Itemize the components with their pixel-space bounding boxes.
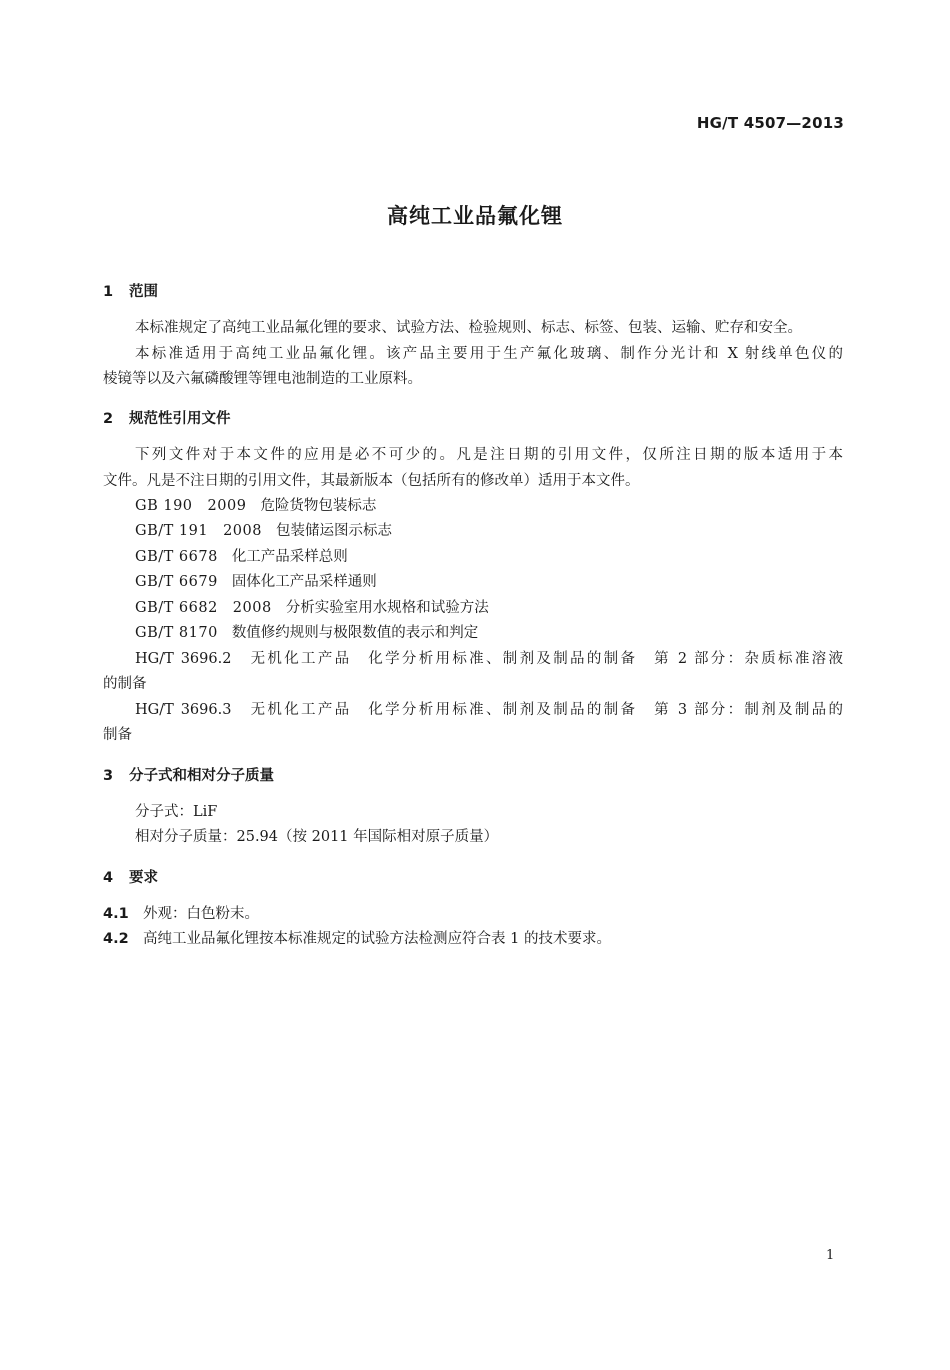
scope-paragraph-2-line-1: 本标准适用于高纯工业品氟化锂。该产品主要用于生产氟化玻璃、制作分光计和 X 射线单色仪的 xyxy=(135,346,843,362)
reference-code: GB/T 6678 xyxy=(135,549,218,565)
reference-item-line-2: 的制备 xyxy=(103,676,147,692)
reference-code: GB/T 8170 xyxy=(135,625,218,641)
clause-number: 4.2 xyxy=(103,931,129,947)
clause-text: 高纯工业品氟化锂按本标准规定的试验方法检测应符合表 1 的技术要求。 xyxy=(143,931,611,947)
reference-code: GB/T 6679 xyxy=(135,574,218,590)
section-2-heading xyxy=(103,407,231,428)
section-1-heading xyxy=(103,280,158,301)
reference-title: 危险货物包装标志 xyxy=(260,498,377,514)
reference-item-line-1: HG/T 3696.3 无机化工产品 化学分析用标准、制剂及制品的制备 第 3 部分：制剂及制品的 xyxy=(135,702,843,718)
section-title: 规范性引用文件 xyxy=(129,411,231,427)
section-number: 1 xyxy=(103,284,114,300)
reference-title: 化工产品采样总则 xyxy=(231,549,348,565)
section-title: 范围 xyxy=(129,284,158,300)
reference-item xyxy=(135,547,348,567)
reference-title: 固体化工产品采样通则 xyxy=(231,574,377,590)
reference-title: 数值修约规则与极限数值的表示和判定 xyxy=(231,625,479,641)
reference-item xyxy=(135,496,376,516)
reference-code: GB/T 191 2008 xyxy=(135,523,262,539)
section-title: 分子式和相对分子质量 xyxy=(129,768,274,784)
clause-number: 4.1 xyxy=(103,906,129,922)
section-number: 4 xyxy=(103,870,114,886)
reference-title: 分析实验室用水规格和试验方法 xyxy=(285,600,489,616)
scope-paragraph-2-line-2: 棱镜等以及六氟磷酸锂等锂电池制造的工业原料。 xyxy=(103,371,422,387)
reference-item xyxy=(135,572,377,592)
reference-code: GB 190 2009 xyxy=(135,498,247,514)
references-intro-line-1: 下列文件对于本文件的应用是必不可少的。凡是注日期的引用文件，仅所注日期的版本适用于本 xyxy=(135,447,843,463)
section-4-heading xyxy=(103,866,158,887)
standard-code: HG/T 4507—2013 xyxy=(696,114,844,132)
clause-4-1 xyxy=(103,904,259,924)
references-intro-line-2: 文件。凡是不注日期的引用文件，其最新版本（包括所有的修改单）适用于本文件。 xyxy=(103,473,640,489)
reference-item xyxy=(135,598,489,618)
clause-text: 外观：白色粉末。 xyxy=(143,906,259,922)
reference-item xyxy=(135,623,478,643)
reference-title: 包装储运图示标志 xyxy=(275,523,392,539)
clause-4-2 xyxy=(103,929,611,949)
reference-item xyxy=(135,521,392,541)
page-number: 1 xyxy=(826,1248,835,1263)
section-number: 3 xyxy=(103,768,114,784)
reference-item-line-1: HG/T 3696.2 无机化工产品 化学分析用标准、制剂及制品的制备 第 2 部分：杂质标准溶液 xyxy=(135,651,843,667)
reference-item-line-2: 制备 xyxy=(103,727,132,743)
section-number: 2 xyxy=(103,411,114,427)
scope-paragraph-1: 本标准规定了高纯工业品氟化锂的要求、试验方法、检验规则、标志、标签、包装、运输、贮存和安全。 xyxy=(135,320,802,336)
molecular-mass: 相对分子质量：25.94（按 2011 年国际相对原子质量） xyxy=(135,829,499,845)
molecular-formula: 分子式：LiF xyxy=(135,804,218,820)
section-3-heading xyxy=(103,764,274,785)
reference-code: GB/T 6682 2008 xyxy=(135,600,272,616)
page-title: 高纯工业品氟化锂 xyxy=(387,204,563,228)
section-title: 要求 xyxy=(129,870,158,886)
